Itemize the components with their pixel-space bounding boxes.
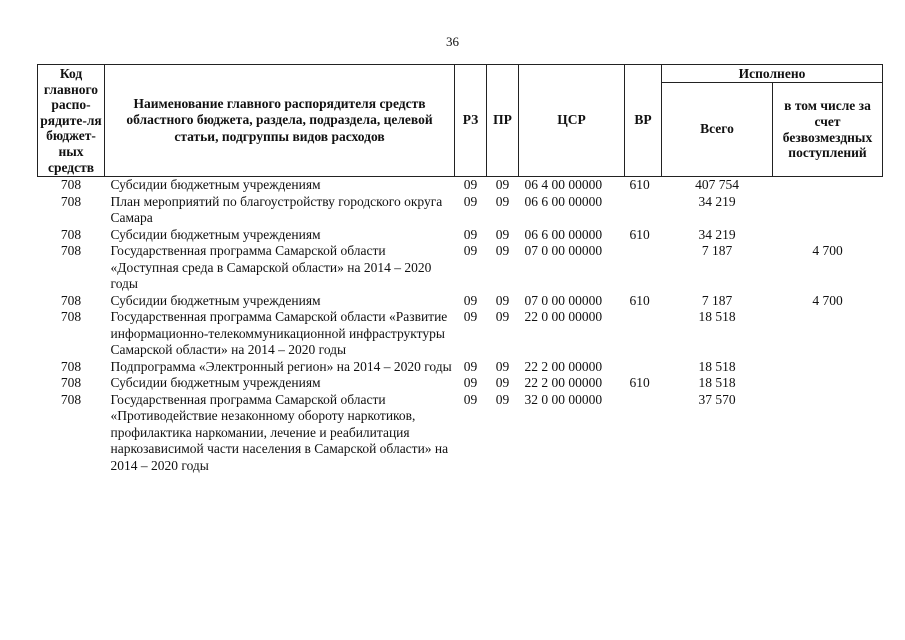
cell-free: 4 700 (812, 243, 843, 259)
cell-vr (625, 309, 662, 359)
cell-pr: 09 (495, 226, 510, 242)
cell-rz: 09 (463, 193, 478, 209)
cell-rz: 09 (463, 391, 478, 407)
cell-csr: 07 0 00 00000 (524, 243, 603, 259)
cell-code: 708 (60, 226, 82, 242)
cell-vr (625, 359, 662, 376)
cell-total: 7 187 (701, 243, 733, 259)
table-row (38, 243, 883, 293)
header-rz: РЗ (455, 65, 487, 177)
cell-total: 7 187 (701, 292, 733, 308)
cell-rz: 09 (463, 243, 478, 259)
cell-vr (625, 243, 662, 293)
cell-rz: 09 (463, 375, 478, 391)
cell-total: 407 754 (695, 177, 739, 193)
table-row (38, 293, 883, 310)
table-row (38, 359, 883, 376)
cell-name: Государственная программа Самарской области «Развитие информационно-телекоммуникационной инфраструктуры Самарской области» на 2014 – 2020 годы (110, 309, 448, 358)
table-row (38, 375, 883, 392)
table-header (38, 65, 883, 177)
cell-pr: 09 (495, 375, 510, 391)
cell-free (773, 177, 883, 194)
cell-csr: 22 2 00 00000 (524, 358, 603, 374)
header-free: в том числе за счет безвозмездных поступлений (773, 83, 883, 177)
cell-total: 18 518 (698, 358, 736, 374)
cell-vr (625, 392, 662, 475)
cell-total: 34 219 (698, 226, 736, 242)
cell-code: 708 (60, 292, 82, 308)
cell-vr (625, 194, 662, 227)
cell-pr: 09 (495, 177, 510, 193)
table-body (38, 177, 883, 475)
table-row (38, 227, 883, 244)
cell-free: 4 700 (812, 292, 843, 308)
cell-rz: 09 (463, 309, 478, 325)
cell-name: Государственная программа Самарской области «Противодействие незаконному обороту наркотиков, профилактика наркомании, лечение и реабилитация наркозависимой части населения в Самарской области» на 2014 – 2020 годы (110, 391, 449, 473)
header-code: Код главного распо-рядите-ля бюджет-ных средств (38, 65, 105, 177)
cell-vr: 610 (629, 226, 650, 242)
cell-pr: 09 (495, 292, 510, 308)
cell-csr: 32 0 00 00000 (524, 391, 603, 407)
header-total: Всего (662, 83, 773, 177)
cell-code: 708 (60, 193, 82, 209)
cell-code: 708 (60, 243, 82, 259)
cell-vr: 610 (629, 375, 650, 391)
cell-code: 708 (60, 375, 82, 391)
cell-code: 708 (60, 391, 82, 407)
cell-pr: 09 (495, 358, 510, 374)
header-executed: Исполнено (662, 65, 883, 83)
page-number: 36 (446, 34, 459, 49)
cell-pr: 09 (495, 193, 510, 209)
cell-pr: 09 (495, 391, 510, 407)
cell-name: Государственная программа Самарской области «Доступная среда в Самарской области» на 2014 – 2020 годы (110, 243, 432, 292)
cell-rz: 09 (463, 358, 478, 374)
cell-total: 18 518 (698, 375, 736, 391)
budget-table (37, 64, 883, 474)
cell-name: Субсидии бюджетным учреждениям (110, 292, 321, 308)
header-csr: ЦСР (519, 65, 625, 177)
cell-rz: 09 (463, 226, 478, 242)
cell-csr: 07 0 00 00000 (524, 292, 603, 308)
cell-free (773, 392, 883, 475)
header-vr: ВР (625, 65, 662, 177)
cell-pr: 09 (495, 309, 510, 325)
cell-code: 708 (60, 177, 82, 193)
cell-vr: 610 (629, 177, 650, 193)
cell-name: Субсидии бюджетным учреждениям (110, 226, 321, 242)
table-row (38, 194, 883, 227)
cell-code: 708 (60, 309, 82, 325)
cell-name: План мероприятий по благоустройству городского округа Самара (110, 193, 443, 226)
cell-pr: 09 (495, 243, 510, 259)
header-pr: ПР (487, 65, 519, 177)
cell-free (773, 359, 883, 376)
cell-rz: 09 (463, 177, 478, 193)
cell-total: 34 219 (698, 193, 736, 209)
cell-csr: 06 6 00 00000 (524, 193, 603, 209)
table-row (38, 309, 883, 359)
cell-csr: 06 4 00 00000 (524, 177, 603, 193)
cell-csr: 06 6 00 00000 (524, 226, 603, 242)
cell-vr: 610 (629, 292, 650, 308)
cell-name: Субсидии бюджетным учреждениям (110, 375, 321, 391)
header-name: Наименование главного распорядителя средств областного бюджета, раздела, подраздела, целевой статьи, подгруппы видов расходов (105, 65, 455, 177)
cell-free (773, 194, 883, 227)
cell-free (773, 309, 883, 359)
cell-free (773, 375, 883, 392)
cell-csr: 22 0 00 00000 (524, 309, 603, 325)
table-row (38, 177, 883, 194)
cell-total: 18 518 (698, 309, 736, 325)
cell-csr: 22 2 00 00000 (524, 375, 603, 391)
table-row (38, 392, 883, 475)
cell-name: Субсидии бюджетным учреждениям (110, 177, 321, 193)
cell-free (773, 227, 883, 244)
cell-rz: 09 (463, 292, 478, 308)
cell-code: 708 (60, 358, 82, 374)
cell-name: Подпрограмма «Электронный регион» на 2014 – 2020 годы (110, 358, 452, 374)
cell-total: 37 570 (698, 391, 736, 407)
